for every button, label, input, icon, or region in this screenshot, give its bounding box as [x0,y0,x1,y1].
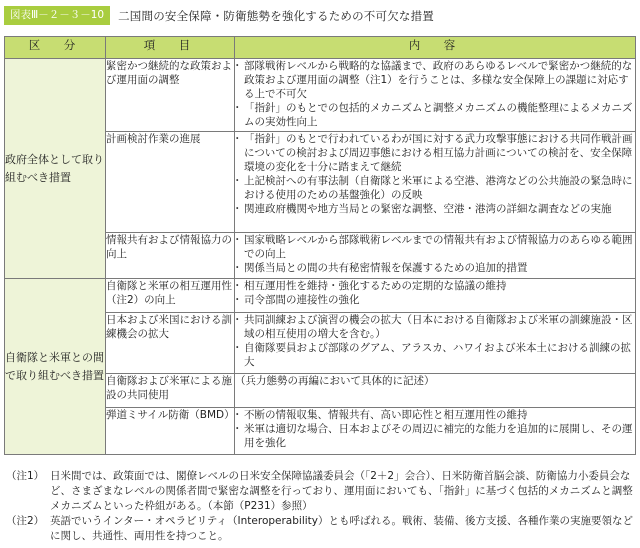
content-cell [235,233,636,279]
content-cell [235,132,636,233]
category-cell: 政府全体として取り組むべき措置 [5,59,106,279]
content-bullet: ・ 国家戦略レベルから部隊戦術レベルまでの情報共有および情報協力のあらゆる範囲での向上 [235,233,635,261]
content-cell [235,408,636,455]
footnote [6,469,634,514]
table-header-row [5,37,636,59]
content-bullet: ・ 関連政府機関や地方当局との緊密な調整、空港・港湾の詳細な調査などの実施 [235,202,635,216]
item-cell: 自衛隊と米軍の相互運用性（注2）の向上 [106,279,235,313]
footnote-label: （注1） [6,470,45,482]
column-header-content: 内 容 [235,37,636,59]
figure-label: 図表Ⅲ－２－３－10 [4,6,110,25]
column-header-item: 項 目 [106,37,235,59]
footnote-text: 英語でいうインター・オペラビリティ（Interoperability）とも呼ばれる。戦術、装備、後方支援、各種作業の実施要領などに関し、共通性、両用性を持つこと。 [50,515,633,542]
figure-header [4,6,434,25]
content-bullet: ・ 米軍は適切な場合、日本およびその周辺に補完的な能力を追加的に展開し、その運用を強化 [235,422,635,450]
item-cell: 日本および米国における訓練機会の拡大 [106,313,235,374]
content-bullet: ・ 司令部間の連接性の強化 [235,293,635,307]
table-row [5,279,636,313]
figure-title: 二国間の安全保障・防衛態勢を強化するための不可欠な措置 [118,8,435,23]
measures-table [4,36,636,455]
content-bullet: ・ 「指針」のもとでの包括的メカニズムと調整メカニズムの機能整理によるメカニズムの実効性向上 [235,101,635,129]
item-cell: 緊密かつ継続的な政策および運用面の調整 [106,59,235,132]
footnotes [6,469,634,544]
content-text: （兵力態勢の再編において具体的に記述） [235,375,435,387]
content-bullet: ・ 上記検討への有事法制（自衛隊と米軍による空港、港湾などの公共施設の緊急時における使用のための基盤強化）の反映 [235,174,635,202]
content-bullet: ・ 関係当局との間の共有秘密情報を保護するための追加的措置 [235,261,635,275]
footnote-text: 日米間では、政策面では、閣僚レベルの日米安全保障協議委員会（「2＋2」会合）、日米防衛首脳会談、防衛協力小委員会など、さまざまなレベルの関係者間で緊密な調整を行っており、運用面においても、「指針」に基づく包括的メカニズムと調整メカニズムといった枠組がある。（本節（P231）参照） [50,470,633,512]
footnote [6,514,634,544]
item-cell: 弾道ミサイル防衛（BMD） [106,408,235,455]
content-bullet: ・ 不断の情報収集、情報共有、高い即応性と相互運用性の維持 [235,408,635,422]
content-bullet: ・ 部隊戦術レベルから戦略的な協議まで、政府のあらゆるレベルで緊密かつ継続的な政策および運用面の調整（注1）を行うことは、多様な安全保障上の課題に対応する上で不可欠 [235,59,635,101]
content-bullet: ・ 相互運用性を維持・強化するための定期的な協議の維持 [235,279,635,293]
column-header-category: 区 分 [5,37,106,59]
content-bullet: ・ 「指針」のもとで行われているわが国に対する武力攻撃事態における共同作戦計画についての検討および周辺事態における相互協力計画についての検討を、安全保障環境の変化を十分に踏まえて継続 [235,132,635,174]
category-cell: 自衛隊と米軍との間で取り組むべき措置 [5,279,106,455]
content-cell [235,374,636,408]
content-cell [235,279,636,313]
item-cell: 自衛隊および米軍による施設の共同使用 [106,374,235,408]
content-cell [235,313,636,374]
table-row [5,59,636,132]
item-cell: 計画検討作業の進展 [106,132,235,233]
content-bullet: ・ 自衛隊要員および部隊のグアム、アラスカ、ハワイおよび米本土における訓練の拡大 [235,341,635,369]
content-cell [235,59,636,132]
footnote-label: （注2） [6,515,45,527]
content-bullet: ・ 共同訓練および演習の機会の拡大（日本における自衛隊および米軍の訓練施設・区域の相互使用の増大を含む。） [235,313,635,341]
item-cell: 情報共有および情報協力の向上 [106,233,235,279]
